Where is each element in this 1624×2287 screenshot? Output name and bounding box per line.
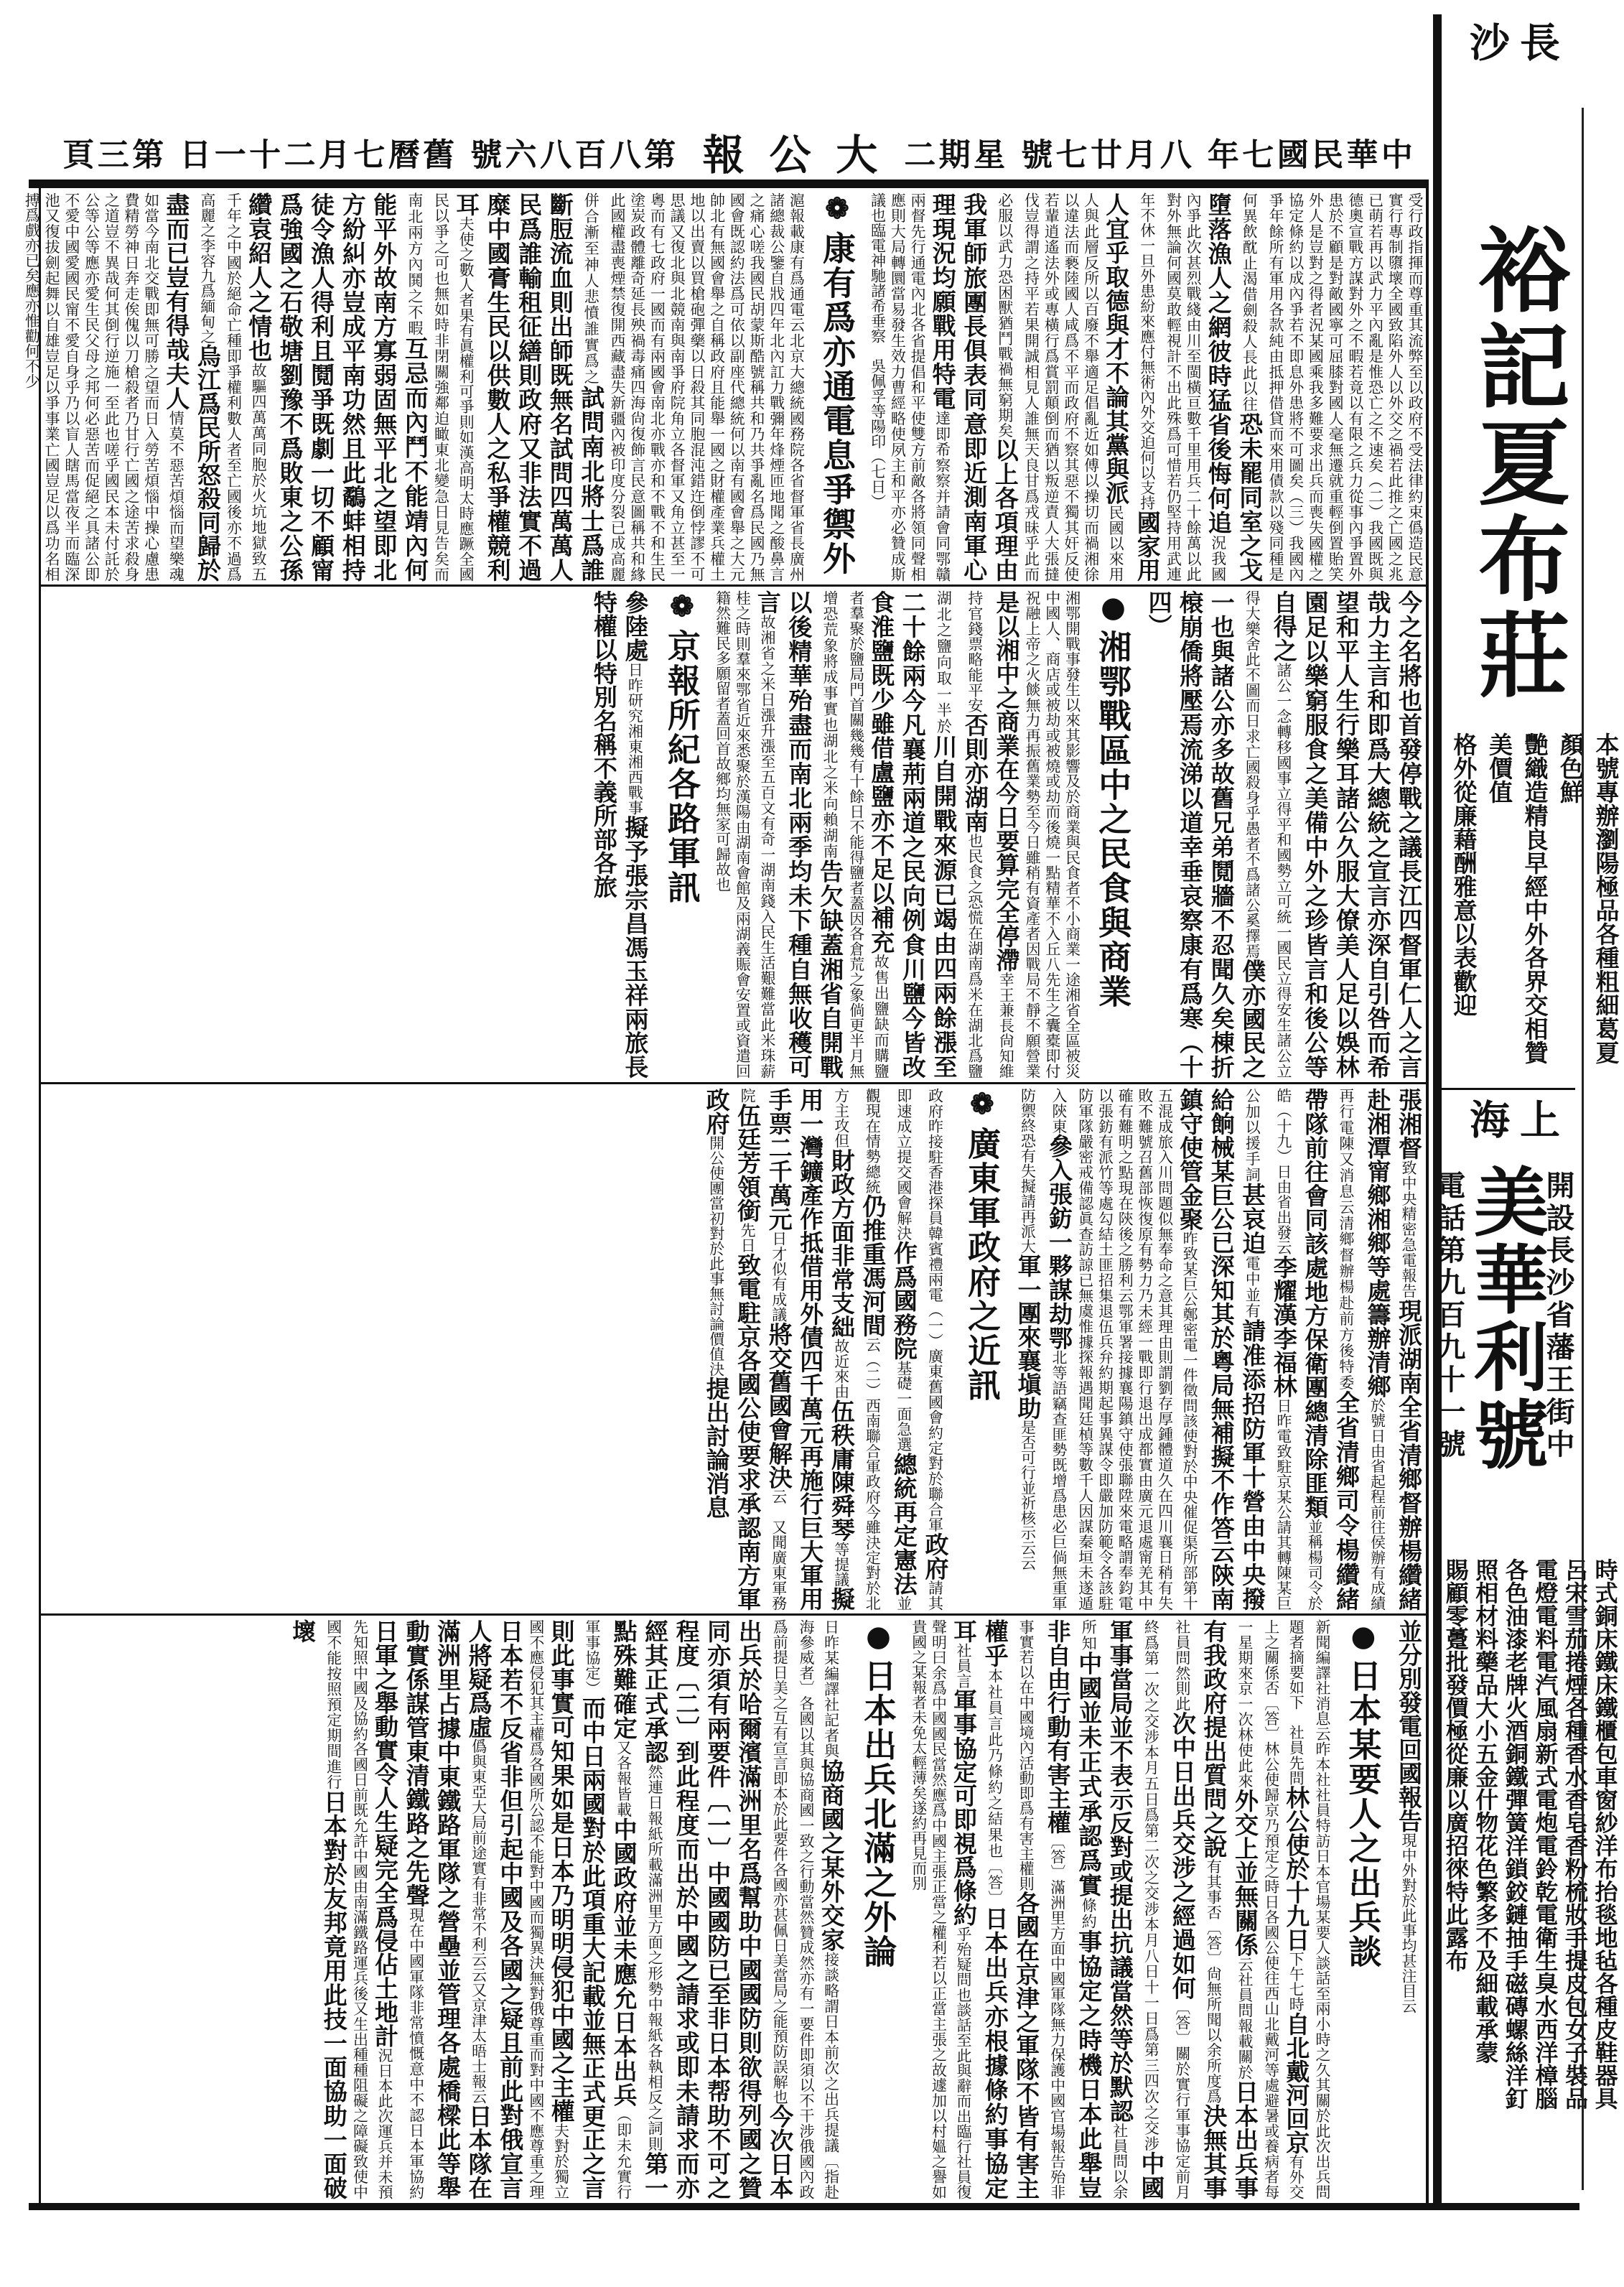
article-body	[1393, 1619, 1424, 2199]
emphasized-text: 伍廷芳領銜	[734, 1103, 762, 1223]
tier-divider	[40, 1613, 1426, 1616]
emphasized-text: 甚哀迫	[1238, 1182, 1267, 1256]
emphasized-text: 日軍之舉動實令人生疑完全爲侵佔土地計	[371, 1619, 400, 2048]
article-headline	[816, 192, 857, 582]
filled-circle-icon: ●	[862, 1619, 896, 1654]
body-text: 又各報皆載	[615, 1739, 633, 1817]
emphasized-text: 李耀漢李福林	[1269, 1254, 1298, 1398]
emphasized-text: 恐未罷同室之戈墮落漁人之網彼時猛省後悔何追	[1204, 192, 1264, 582]
body-text: 先日	[739, 1222, 757, 1253]
flower-ornament-icon: ❁	[665, 590, 699, 625]
body-text: 夫使之數人者果有眞權利可爭則如漢高明太時應蹶全國民以爭之可也無如時非閉關強鄰迫瞰東北變急日見告矣而南北兩方內鬨之不暇	[406, 192, 475, 582]
emphasized-text: 並分別發電回國報告	[1395, 1619, 1423, 1832]
emphasized-text: 今次日本出兵於哈爾濱滿洲里名爲幫助中國國防則欲得列國之贊同亦須有兩要件〔一〕中國國防已至非日本帮助不可之程度〔二〕到此程度而出於中國之請求或即未請求而亦經其正式承認	[641, 1619, 795, 2200]
emphasized-text: 將交舊國會解決	[765, 1322, 793, 1489]
body-text: 有外交上之關係否〔答〕林公使歸京乃預定之時日各國公使往西山北戴河等處避暑或養病者每一星期來京一次林使此來	[1236, 1619, 1305, 2200]
body-text: 昨致某巨公鄭密電一件徵問該使對於中央催促渠所部第十五混成旅入川問題似無奉命之意其理由則謂劉存厚鍾體道久在四川襄日稍有失敗不難號召舊部恢復原有勢力乃未經一戰即行退出成都實由廣元退處甯羌其中確有難明之點現在陝	[1116, 1088, 1199, 1611]
body-text: 故驅四萬萬同胞於火坑地獄致五千年之中國於絕命亡種即爭權利數人者至亡國後亦不過爲高麗之李容九爲緬甸之	[198, 192, 268, 582]
article-body	[22, 192, 806, 582]
body-text: 並稱楊司令於皓（十九）日由省出發云	[1274, 1088, 1324, 1611]
ad1-copy-line: 格外從廉藉酬雅意以表歡迎	[1450, 732, 1478, 1017]
ad2-product-line: 賜顧零躉批發價極從廉以廣招徠特此露布	[1442, 1558, 1470, 1972]
emphasized-text: 日本若不反省非但引起中國及各國之疑且前此對俄宣言人將疑爲虛	[465, 1619, 525, 2199]
body-text: 也民食之恐慌在湖南爲米在湖北爲鹽湖北之鹽向取一半於	[935, 590, 984, 1079]
emphasized-text: 告欠缺蓋湘省自開戰以後精華殆盡而南北兩季均未下種自無收穫可言	[753, 590, 844, 1079]
body-text: 日昨研究湘東湘西戰事	[626, 662, 644, 816]
body-text: 受行政指揮而尊重其流弊至以政府不受法律約束僞造民意實行專制隳壞全國致陷外人以外交之禍若此推之亡國之兆已萌若再以武力平內亂是惟恐亡之不速矣（二）我國既與德奧宣戰方謀對外之不暇若竟以有限之兵力從事內爭置外患於不顧是對敵國寧可屈膝對國人毫無遷就重輕倒置貽笑外人是豈對之得者況某國乘我多難要求出兵而喪失國權之協定條約以成內爭若不即息外患將不可圖矣（三）我國內爭年餘所有軍用各款純由抵押借貸而來用債款以殘同種是何異飲酖止渴借劍殺人長此以往	[1241, 192, 1424, 582]
body-text: 日才似有成議	[770, 1231, 788, 1323]
article-body	[908, 1619, 1332, 2199]
emphasized-text: 請准添招防軍十營由中央撥給餉械某巨公已深知其於粵局無補擬不作答云	[1207, 1088, 1267, 1611]
body-text: 北等語竊查匪勢既增爲患必巨倘無重軍防禦終恐有失擬請再派大	[1019, 1088, 1068, 1611]
emphasized-text: 日本出兵事有我政府提出質問之說	[1200, 1619, 1259, 2200]
body-text: （即未允實行軍事協定）	[584, 1619, 633, 2200]
body-text: 況日本此次運兵并未預先知照中國及協約各國日前既允許中國由南滿鐵路運兵後又生出種種阻礙之障礙致使中國不能按照預定期間進行	[325, 1619, 394, 2200]
headline-text: 日本出兵北滿之外論	[859, 1659, 898, 1969]
article-body	[287, 1619, 847, 2199]
headline-text: 日本某要人之出兵談	[1343, 1659, 1383, 1969]
flower-ornament-icon: ❁	[965, 1088, 999, 1122]
body-text: 諸公一念轉移國事立得平和國勢立可統一國民立得安生諸公立得大樂舍此不圖而日求亡國殺身乎愚者不爲諸公奚擇焉	[1243, 590, 1292, 1079]
emphasized-text: 自北戴河回京	[1282, 2011, 1311, 2154]
article-headline	[857, 1619, 899, 2199]
body-text: 況我國內爭此次甚烈戰綫由川至閩橫亘數千里用兵二十餘萬以此對外無論何國莫敢輕視計不出此殊爲可惜若仍堅持用武連年不休一旦外患紛來應付無術內外交迫何以支持	[1138, 192, 1227, 582]
body-text: 乎殆疑問也談話至此與辭而出臨行社員復聲明曰余爲中國國民當然應爲中國主張正當之權利若以正當主張之故遽加以村媼之譽如貴國之某報者未免太輕薄矣遂約再見而別	[910, 1619, 973, 2200]
body-text: 社員問然則此	[1173, 1619, 1191, 1712]
emphasized-text: 仍推重馮河間	[859, 1194, 887, 1338]
body-text: 請其即速成立提交國會解決	[895, 1088, 944, 1611]
body-text: 本社員言此乃條約之結果也〔答〕	[986, 1668, 1004, 1906]
emphasized-text: 總統再定憲法	[890, 1452, 918, 1596]
emphasized-text: 參陸處	[621, 590, 650, 663]
emphasized-text: 以上各項理由我軍師旅團長俱表同意即近測南軍心理現況均願戰用特電	[928, 192, 1019, 582]
filled-circle-icon: ●	[1346, 1619, 1381, 1654]
body-text: 滬報載康有爲通電云北京大總統國務院各省督軍省長廣州諸總裁公鑒自戕四年北內訌力戰彌年烽煙匝地聞之酸鼻言之痛心嗟我國民胡蒙斯酷號稱共和乃共爭亂名爲民國乃無國會既認約法爲可依以副座代總統何以南有國會舉之大元帥北有無國會舉之自稱政府且能舉一國之財權產業兵權土地以出賣以買槍砲彈藥以日殺其同胞混沌錯迕倒悖謬不可思議又復北與北競南與南爭府院角立各督軍又角立甚至一粵而有七政府一國而有兩國會南北亦戰亦和不戰不和生民塗炭政體離奇延長殃禍毒痛四海尙復飾言民意圖稱共和緣此國權盡喪煙禁復開西藏盡失新疆內被印度分裂已成高麗併合漸至神人悲憤誰實爲之	[582, 192, 806, 582]
emphasized-text: 日本出兵亦根據條約事協定耳	[950, 1619, 1009, 2200]
headline-text: 湘鄂戰區中之民食與商業	[1093, 630, 1133, 1009]
headline-text: 康有爲亦通電息爭禦外	[817, 231, 857, 576]
article-body	[867, 192, 1424, 582]
body-text: 現中外對於此事均甚注目云	[1400, 1832, 1417, 2013]
body-text: 有其事否〔答〕尙無所聞以余所度爲	[1205, 1858, 1223, 2104]
body-text: 幸王兼長尙知維持官錢票略能平安	[966, 590, 1015, 1079]
emphasized-text: 提出討論消息	[702, 1377, 731, 1519]
emphasized-text: 擬予張宗昌馮玉祥兩旅長特權以特別名稱不義所部各旅	[589, 590, 650, 1079]
emphasized-text: 第一點殊難確定	[610, 1619, 670, 2199]
body-text: 日昨電致駐京某公請其轉陳某巨公加以援手詞	[1243, 1088, 1292, 1611]
article-body	[1143, 590, 1424, 1079]
emphasized-text: 張湘督	[1395, 1088, 1423, 1160]
emphasized-text: 擬用一灣鑛產作抵借用外債四千萬元再施行巨大軍用手票二千萬元	[765, 1088, 856, 1611]
article-headline	[1342, 1619, 1383, 2199]
ad2-product-line: 照相材料藥品大小五金什物花色繁多不及細載承蒙	[1472, 1558, 1500, 2064]
article-body	[1012, 1088, 1424, 1611]
ad2-phone: 電話第九百九十一號	[1432, 1170, 1466, 1461]
emphasized-text: 事協定之時機日本此舉豈非自由行動有害主權	[1043, 1619, 1103, 2200]
emphasized-text: 外交上並無關係	[1231, 1788, 1259, 1957]
headline-text: 廣東軍政府之近訊	[962, 1127, 1002, 1402]
ad1-city	[1462, 22, 1562, 67]
emphasized-text: 烏江爲民所怒殺同歸於盡而已豈有得哉夫人	[162, 192, 222, 582]
ad2-product-line: 呂宋雪茄捲煙各種香水香皂香粉梳妝手提皮包女子裝品	[1561, 1558, 1589, 2110]
body-text: 故售出鹽缺而購鹽者羣聚於鹽局門首關幾幾有十餘日不能得鹽者蓋因各倉荒之象倘更半月無增恐荒象將成事實也湖北之米向賴湖南	[821, 590, 890, 1079]
body-text: 云社員問報載關於	[1236, 1956, 1254, 2080]
tier-divider	[40, 584, 1426, 587]
date-western: 八月廿七號	[1015, 138, 1191, 170]
issue-number: 第八百八六號	[465, 138, 676, 170]
filled-circle-icon: ●	[1096, 590, 1131, 625]
body-text: 接談略謂日本前次之出兵提議〔指赴海參威者〕各國以其與協商國一致之行動當然贊成然亦有一要件即須以不干涉俄國內政爲前提日美之互有宣言即本於此要件各國亦甚佩日美當局之能預防誤解也	[771, 1619, 840, 2199]
paper-name: 大公報	[695, 132, 878, 174]
emphasized-text: 今之名將也首發停戰之議長江四督軍仁人之言哉力主言和即爲大總統之宣言亦深自引咎而希望和平人生行樂耳諸公久服大僚美人足以娛林園足以樂窮服食之美備中外之珍皆言和後公等自得之	[1269, 590, 1423, 1079]
emphasized-text: 川自開戰來源已竭由四兩餘漲至二十餘兩今凡襄荊兩道之民向例食川鹽今皆改食淮鹽既少雖借盧鹽亦不足以補充	[867, 590, 958, 1079]
body-text: 〔答〕滿洲里方面中國軍隊無力保護中國官場報告殆非事實若以在中國境內活動即爲有害主權則	[1017, 1619, 1066, 2199]
emphasized-text: 伍秩庸陳舜琴	[827, 1399, 856, 1542]
article-headline	[661, 590, 702, 1079]
emphasized-text: 致電駐京各國公使要求承認南方軍政府	[702, 1088, 762, 1611]
body-text: 鄂軍署接據襄陽鎮守使張聯陞來電略謂奉鈞電以張鈁有派竹等處勾結土匪招集退伍兵弁約期起事異謀令即嚴加防範令各該駐防軍隊嚴密戒備認眞查訪諒已無虞惟據探報遇聞廷楨等數千人因謀秦垣未遂遁入陝東	[1050, 1088, 1134, 1611]
ad1-shop-name: 裕記夏布莊	[1462, 223, 1570, 704]
body-text: 民國以來用人與此層反所以百廢不舉適足倡亂近如傅以操切而禍湘徐以違法而褻陸國人咸爲不平而政府不察其惡不獨其奸反使若輩逍遙法外或專橫行爲賞罰顛倒而猶以叛逆責人大張撻伐豈得謂之持平若果開誠相見人誰無天良甘爲戎昧乎此而必服以武力恐困獸猶鬥戰禍無窮期矣	[996, 192, 1125, 582]
ad2-product-line: 各色油漆老牌火酒銅鐵彈簧洋鎖鉸鏈抽手磁磚螺絲洋釘	[1501, 1558, 1529, 2110]
body-text: 電中並有	[1243, 1255, 1261, 1319]
body-text: 開公使團當初對於此事無討論價值決	[707, 1135, 725, 1377]
emphasized-text: 協商國之某外交家	[817, 1759, 846, 1952]
body-text: 於號日由省起程前往侯辦有成績再行電陳又消息云清鄉督辦楊赴前方後特委	[1337, 1088, 1386, 1611]
emphasized-text: 而中日兩國對於此項重大記載並無正式更正之言則此事實可知果如是日本乃明明侵犯中國之主權	[547, 1619, 607, 2199]
tier-divider	[40, 1082, 1426, 1084]
headline-text: 京報所紀各路軍訊	[662, 629, 701, 905]
body-text: 下午七時	[1287, 1951, 1305, 2012]
emphasized-text: 試問南北將士爲誰斷脰流血則出師既無名試問四萬萬人民爲誰輸租征繕則政府又非法實不過糜中國膏生民以供數人之私爭權競利耳	[452, 192, 606, 582]
emphasized-text: 否則亦湖南	[961, 713, 989, 834]
emphasized-text: 現派湖南全省清鄉督辦楊纘緒赴湘潭甯鄉湘鄉等處籌辦清鄉	[1363, 1088, 1423, 1611]
page-edge-strip	[1582, 108, 1598, 2190]
body-text: 是否可行並祈核示云云	[1019, 1420, 1037, 1570]
emphasized-text: 僕亦國民之一也與諸公亦多故舊兄弟鬩牆不忍聞久矣棟折榱崩僑將壓焉流涕以道幸垂哀察康有爲寒（十四）	[1144, 590, 1267, 1079]
emphasized-text: 全省清鄉司令楊纘緒帶隊前往會同該處地方保衛團總清除匪類	[1301, 1088, 1361, 1611]
date-roc: 中華民國七年	[1201, 138, 1412, 170]
ad1-copy-line: 艷織造精良早經中外各界交相贊美價值	[1485, 732, 1549, 1064]
body-text: 然連日報紙所載滿洲里方面之形勢中報紙各執相反之詞則	[646, 1764, 664, 2152]
ad2-city-text: 上海	[1463, 1099, 1561, 1139]
body-text: 日昨某編譯社記者與	[822, 1619, 840, 1759]
emphasized-text: 次中日出兵交涉之經過如何	[1168, 1711, 1197, 2000]
article-body	[712, 590, 1082, 1079]
emphasized-text: 日本對於友邦竟用此技一面協助一面破壞	[289, 1619, 348, 2200]
body-text: 基礎一面急選	[895, 1360, 913, 1453]
body-text: 社員問以余所知	[1080, 1619, 1129, 2200]
body-text: 新聞編譯社消息云昨本社社員特訪日本官場某要人談話至兩小時之久其關於此次出兵問題者摘要如下 社員先問	[1287, 1619, 1331, 2199]
frame-right-rule	[1426, 188, 1429, 2206]
emphasized-text: 軍事協定可即視爲條約	[950, 1688, 979, 1927]
news-tier-3	[45, 1088, 1424, 1611]
ad2-shop-name: 美華利號	[1461, 1163, 1549, 1473]
body-text: 故湘省之米日漲升漲至五百文有奇一湖南錢入民生活艱難當此米珠薪桂之時則羣來鄂省近來悉聚於漢陽由湖南會館及兩湖義賑會安置或資遣回籍然難民多願留者蓋回首故鄉均無家可歸故也	[714, 590, 776, 1079]
body-text: 後之勝利云	[1116, 1226, 1134, 1303]
emphasized-text: 財政方面非常支絀	[827, 1148, 856, 1338]
emphasized-text: 中國軍事當局並不表示反對或提出抗議當然等於默認	[1106, 1619, 1166, 2200]
emphasized-text: 國家用人宜乎取德與才不論其黨與派	[1102, 192, 1162, 582]
body-text: 政府昨接駐香港探員韓賓禮兩電（一）廣東舊國會約定對於聯合軍	[926, 1088, 944, 1532]
ad1-city-text: 長沙	[1463, 22, 1561, 62]
emphasized-text: 林公使於十九日	[1282, 1785, 1311, 1952]
emphasized-text: 參入張鈁一夥謀劫鄂	[1045, 1134, 1074, 1350]
flower-ornament-icon: ❁	[820, 192, 854, 227]
emphasized-text: 是以湘中之商業在今日要算完全停滯	[992, 590, 1021, 972]
news-tier-4	[45, 1619, 1424, 2199]
body-text: 僞與東亞大局前途實有非常不利云云又京津太晤士報云	[470, 1738, 487, 2105]
bottom-rule	[29, 2203, 1579, 2210]
article-headline	[1092, 590, 1134, 1079]
lunar-date: 舊曆七月二十一日	[174, 138, 454, 170]
ad2-product-line: 時式銅床鐵床鐵櫃包車窗紗洋布抬毯地毡各種皮鞋器具	[1591, 1558, 1619, 2110]
news-tier-2	[45, 590, 1424, 1079]
emphasized-text: 決無其事	[1200, 2103, 1228, 2200]
news-tier-1	[23, 192, 1424, 582]
body-text: 致中央精密急電報告	[1400, 1160, 1417, 1299]
emphasized-text: 各國在京津之軍隊不皆有害主權乎	[981, 1619, 1041, 2200]
body-text: 湘鄂開戰事發生以來其影響及於商業與民食者不小商業一途湘省全區被災中國人、商店或被劫或被燒或劫而後燒一點精華不入丘八先生之囊橐即付祝融上帝之火餤無力再振舊業勢至今日雖稍有資產者因戰局不靜不願營業	[1024, 590, 1081, 1079]
emphasized-text: 中國並未正式承認爲實	[1075, 1651, 1103, 1898]
advertisement-column	[1432, 14, 1620, 2208]
article-body	[701, 1088, 951, 1611]
body-text: 條約	[1080, 1897, 1098, 1930]
emphasized-text: 互忌而內鬥不能靖內何能平外故南方寡弱固無平北之望即北方紛糾亦豈成平南功然且此鷸蚌相持徒令漁人得利且鬩爭既劇一切不顧甯爲強國之石敬塘劉豫不爲敗東之公孫纘袁紹人之情也	[245, 192, 429, 582]
body-text: 現在中國軍隊非常憤慨意中不認日本軍協約	[407, 1907, 425, 2200]
masthead-rule	[29, 180, 1429, 188]
weekday: 星期二	[898, 138, 1005, 170]
body-text: 故近來由	[832, 1338, 850, 1399]
emphasized-text: 政府	[921, 1532, 950, 1580]
emphasized-text: 陝南鎮守使管金聚	[1176, 1088, 1236, 1611]
body-text: 社員言	[955, 1643, 973, 1689]
article-body	[588, 590, 650, 1079]
ad-divider	[1442, 1088, 1575, 1090]
ad2-city	[1462, 1099, 1562, 1145]
emphasized-text: 作爲國務院	[890, 1240, 918, 1361]
emphasized-text: 日本隊在滿洲里占據中東鐵路軍隊之營壘並管理各處橋樑此等舉動實係謀管東清鐵路之先聲	[402, 1619, 493, 2199]
body-text: 等提議	[832, 1541, 850, 1588]
body-text: 情莫不惡苦煩惱而望樂魂如當今南北交戰即無可勝之望而日入勞苦煩惱中操心慮患費精勞神日奔走俟傀以刀槍殺者乃甘行亡國之途苦求殺身之道豈不異哉何其倒行逆施一至此也嗟乎國民本未付託於公等公等應亦愛生民父母之邦何必惡苦而促絕之具諸公即不愛中國愛國民甯不愛自身乎乃以盲人瞎馬當夜半而臨深池又復拔劍起舞以自雄豈足以爭事業亡國豈足以爲功名相搏爲戲亦已矣應亦惟勸何不少	[23, 192, 185, 582]
body-text: 〔答〕關於實行軍事協定前月終爲第一次之交涉本月五日爲第二次之交涉本月八日十一日爲第三四次之交涉	[1142, 1619, 1191, 2200]
body-text: 云（二）西南聯合軍政府今雖決定對於北方主攻但	[832, 1088, 882, 1611]
body-text: 並觀現在情勢總統	[864, 1088, 913, 1611]
body-text: 達即希察察并請會同鄂贛兩督先行通電內北各省提倡和平使雙方前敵各將領同聲相應則大局轉圜當易發生效力曹經略使夙主和平亦必贊成斯議也臨電神馳諸希垂察 吳佩孚等陽印（七日）	[869, 192, 951, 582]
ad2-product-line: 電燈電料電汽風扇新式電炮電鈴乾電衛生臭水西洋樟腦	[1531, 1558, 1559, 2110]
page-number: 第三頁	[57, 138, 164, 170]
article-headline	[961, 1088, 1002, 1611]
emphasized-text: 中國政府並未應允日本出兵	[610, 1817, 638, 2107]
masthead	[43, 134, 1425, 177]
ad2-address: 開設長沙省藩王街中	[1541, 1170, 1575, 1461]
body-text: 云 又聞廣東軍務院	[739, 1088, 788, 1611]
body-text: 夫對於獨立國不應侵犯其主權爲各國所公認不能對中國而獨異決無對俄尊重而對中國不應尊重之理	[527, 1619, 570, 2200]
ad1-copy-line: 本號專辦瀏陽極品各種粗細葛夏顏色鮮	[1557, 732, 1620, 1064]
emphasized-text: 軍一團來襄塡助	[1014, 1254, 1042, 1420]
